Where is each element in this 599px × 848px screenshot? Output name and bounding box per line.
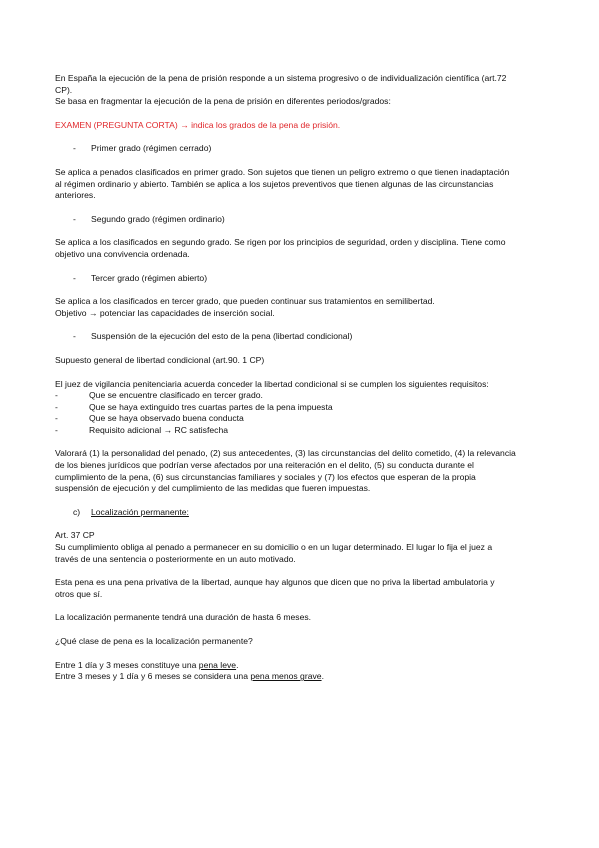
article-ref: Art. 37 CP — [55, 530, 95, 541]
dash-marker: - — [55, 424, 58, 435]
requisito-text: Requisito adicional → RC satisfecha — [89, 424, 228, 435]
grado-title: Tercer grado (régimen abierto) — [91, 272, 208, 283]
privativa-line: Esta pena es una pena privativa de la libertad, aunque hay algunos que dicen que no priva la libertad ambulatoria y — [55, 577, 495, 588]
exam-note: EXAMEN (PREGUNTA CORTA) → indica los grados de la pena de prisión. — [55, 119, 341, 130]
dash-marker: - — [73, 272, 76, 283]
pena-menos-grave-prefix: Entre 3 meses y 1 día y 6 meses se considera una — [55, 671, 251, 682]
requisito-item — [55, 425, 545, 437]
grado-desc: Se aplica a penados clasificados en primer grado. Son sujetos que tienen un peligro extremo o que tienen inadaptación — [55, 166, 510, 177]
localizacion-desc: Su cumplimiento obliga al penado a permanecer en su domicilio o en un lugar determinado. El lugar lo fija el juez a — [55, 542, 493, 553]
dash-marker: - — [55, 401, 58, 412]
pena-leve-suffix: . — [236, 659, 239, 670]
grado-heading — [55, 143, 545, 155]
grado-title: Segundo grado (régimen ordinario) — [91, 213, 225, 224]
valorara-line: de los bienes jurídicos que podrían verse afectados por una reiteración en el delito, (5) su conducta durante el — [55, 460, 474, 471]
section-title: Localización permanente: — [91, 506, 189, 517]
intro-line: Se basa en fragmentar la ejecución de la pena de prisión en diferentes periodos/grados: — [55, 96, 391, 107]
requisito-item — [55, 413, 545, 425]
privativa-line: otros que sí. — [55, 588, 103, 599]
dash-marker: - — [73, 331, 76, 342]
grado-heading — [55, 273, 545, 285]
requisito-text: Que se haya extinguido tres cuartas partes de la pena impuesta — [89, 401, 333, 412]
localizacion-desc: través de una sentencia o posteriormente en un auto motivado. — [55, 553, 296, 564]
grado-title: Suspensión de la ejecución del esto de la pena (libertad condicional) — [91, 331, 353, 342]
pena-leve-line — [55, 660, 545, 672]
grado-desc: Se aplica a los clasificados en tercer grado, que pueden continuar sus tratamientos en semilibertad. — [55, 296, 435, 307]
grado-heading — [55, 214, 545, 226]
requisito-text: Que se encuentre clasificado en tercer grado. — [89, 390, 263, 401]
requisito-item — [55, 402, 545, 414]
valorara-line: Valorará (1) la personalidad del penado, (2) sus antecedentes, (3) las circunstancias del delito cometido, (4) la relevancia — [55, 448, 516, 459]
section-heading — [55, 507, 545, 519]
supuesto-heading: Supuesto general de libertad condicional (art.90. 1 CP) — [55, 354, 265, 365]
intro-line: En España la ejecución de la pena de prisión responde a un sistema progresivo o de individualización científica (art.72 — [55, 73, 507, 83]
grado-heading — [55, 331, 545, 343]
intro-line: CP). — [55, 84, 73, 95]
pena-leve-prefix: Entre 1 día y 3 meses constituye una — [55, 659, 199, 670]
section-marker: c) — [73, 506, 81, 517]
dash-marker: - — [73, 143, 76, 154]
grado-title: Primer grado (régimen cerrado) — [91, 143, 212, 154]
valorara-line: cumplimiento de la pena, (6) sus circunstancias familiares y sociales y (7) los efectos que esperan de la propia — [55, 471, 476, 482]
dash-marker: - — [55, 413, 58, 424]
pena-leve-term: pena leve — [198, 659, 237, 670]
pena-menos-grave-suffix: . — [321, 671, 324, 682]
grado-desc: al régimen ordinario y abierto. También se aplica a los sujetos preventivos que tienen algunas de las circunstancias — [55, 178, 494, 189]
grado-desc: objetivo una convivencia ordenada. — [55, 248, 190, 259]
dash-marker: - — [55, 390, 58, 401]
requisito-item — [55, 390, 545, 402]
grado-desc: Se aplica a los clasificados en segundo grado. Se rigen por los principios de seguridad, orden y disciplina. Tiene como — [55, 237, 506, 248]
pena-menos-grave-term: pena menos grave — [250, 671, 322, 682]
requisito-text: Que se haya observado buena conducta — [89, 413, 244, 424]
duracion-line: La localización permanente tendrá una duración de hasta 6 meses. — [55, 612, 312, 623]
grado-desc: Objetivo → potenciar las capacidades de inserción social. — [55, 307, 275, 318]
dash-marker: - — [73, 213, 76, 224]
grado-desc: anteriores. — [55, 190, 96, 201]
valorara-line: suspensión de ejecución y del cumplimiento de las medidas que fueren impuestas. — [55, 483, 371, 494]
requisitos-intro: El juez de vigilancia penitenciaria acuerda conceder la libertad condicional si se cumplen los siguientes requisitos: — [55, 378, 489, 389]
pena-menos-grave-line — [55, 671, 545, 683]
question-line: ¿Qué clase de pena es la localización permanente? — [55, 636, 253, 646]
document-body — [55, 73, 545, 683]
